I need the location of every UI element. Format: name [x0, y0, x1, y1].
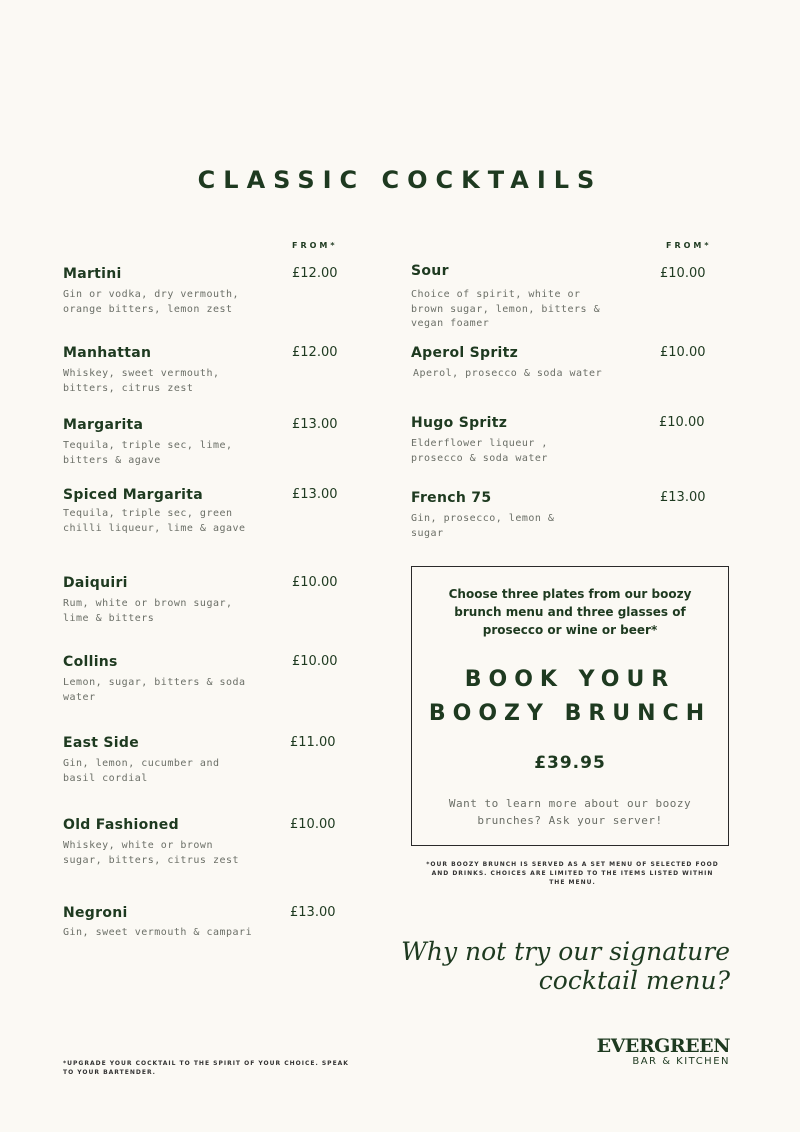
cocktail-desc: Aperol, prosecco & soda water — [413, 368, 603, 379]
cocktail-desc: Tequila, triple sec, lime, bitters & agave — [63, 440, 233, 466]
cocktail-desc: Gin, lemon, cucumber and basil cordial — [63, 758, 220, 784]
cocktail-name: Aperol Spritz — [411, 345, 519, 361]
cocktail-desc: Rum, white or brown sugar, lime & bitters — [63, 598, 233, 624]
cocktail-desc: Tequila, triple sec, green chilli liqueur, lime & agave — [63, 508, 246, 534]
brunch-footer: Want to learn more about our boozy brunches? Ask your server! — [448, 797, 692, 827]
cocktail-desc: Choice of spirit, white or brown sugar, lemon, bitters & vegan foamer — [411, 289, 601, 329]
cocktail-name: Martini — [63, 266, 122, 282]
signature-line2: cocktail menu? — [538, 966, 730, 995]
brunch-footnote: *OUR BOOZY BRUNCH IS SERVED AS A SET MENU OF SELECTED FOOD AND DRINKS. CHOICES ARE LIMITED TO THE ITEMS LISTED WITHIN THE MENU. — [426, 861, 719, 886]
brunch-intro: Choose three plates from our boozy brunch menu and three glasses of prosecco or wine or beer* — [448, 587, 692, 637]
cocktail-price: £11.00 — [290, 735, 336, 750]
cocktail-desc: Lemon, sugar, bitters & soda water — [63, 677, 246, 703]
cocktail-name: Margarita — [63, 417, 144, 433]
cocktail-price: £13.00 — [290, 905, 336, 920]
signature-menu-callout — [400, 937, 730, 995]
cocktail-price: £10.00 — [292, 654, 338, 669]
menu-title: CLASSIC COCKTAILS — [197, 166, 603, 194]
cocktail-desc: Elderflower liqueur , prosecco & soda water — [411, 438, 548, 464]
cocktail-name: Hugo Spritz — [411, 415, 508, 431]
from-label-right: FROM* — [666, 241, 712, 250]
logo-subtitle: BAR & KITCHEN — [632, 1056, 730, 1067]
cocktail-name: Daiquiri — [63, 575, 128, 591]
brunch-heading-line1: BOOK YOUR — [464, 667, 676, 692]
cocktail-price: £10.00 — [660, 345, 706, 360]
cocktail-price: £10.00 — [292, 575, 338, 590]
signature-line1: Why not try our signature — [401, 937, 730, 966]
brunch-heading-line2: BOOZY BRUNCH — [428, 701, 712, 726]
evergreen-logo: EVERGREEN — [596, 1035, 730, 1057]
cocktail-name: Collins — [63, 654, 118, 670]
cocktail-price: £13.00 — [660, 490, 706, 505]
cocktail-price: £13.00 — [292, 417, 338, 432]
cocktail-name: Spiced Margarita — [63, 487, 203, 503]
cocktail-name: Manhattan — [63, 345, 152, 361]
cocktail-desc: Whiskey, white or brown sugar, bitters, citrus zest — [63, 840, 240, 866]
cocktail-desc: Gin or vodka, dry vermouth, orange bitters, lemon zest — [63, 289, 240, 315]
cocktail-name: Negroni — [63, 905, 128, 921]
from-label-left: FROM* — [292, 241, 338, 250]
cocktail-price: £10.00 — [660, 266, 706, 281]
cocktail-name: East Side — [63, 735, 140, 751]
boozy-brunch-box — [411, 566, 729, 846]
cocktail-name: Sour — [411, 263, 449, 279]
cocktail-price: £12.00 — [292, 345, 338, 360]
cocktail-desc: Gin, sweet vermouth & campari — [63, 927, 253, 938]
cocktail-price: £12.00 — [292, 266, 338, 281]
cocktail-price: £13.00 — [292, 487, 338, 502]
cocktail-price: £10.00 — [659, 415, 705, 430]
upgrade-footnote: *UPGRADE YOUR COCKTAIL TO THE SPIRIT OF YOUR CHOICE. SPEAK TO YOUR BARTENDER. — [63, 1060, 349, 1076]
cocktail-price: £10.00 — [290, 817, 336, 832]
brunch-price: £39.95 — [534, 753, 606, 773]
cocktail-name: Old Fashioned — [63, 817, 179, 833]
cocktail-desc: Whiskey, sweet vermouth, bitters, citrus zest — [63, 368, 220, 394]
cocktail-desc: Gin, prosecco, lemon & sugar — [411, 513, 555, 539]
cocktail-name: French 75 — [411, 490, 492, 506]
